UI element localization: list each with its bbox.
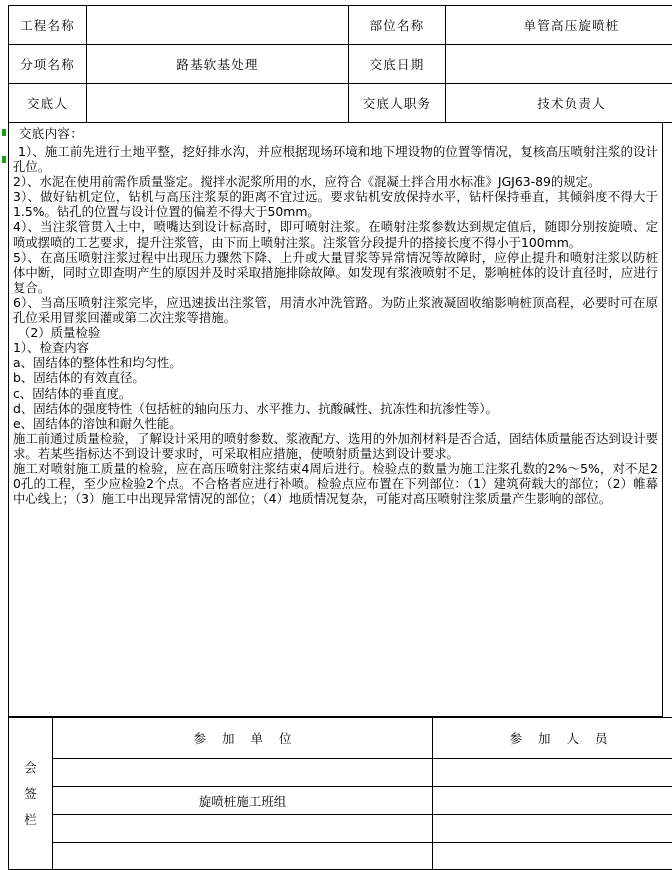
content-paragraph: a、固结体的整体性和均匀性。 xyxy=(13,355,658,370)
content-paragraph: 3）、做好钻机定位，钻机与高压注浆泵的距离不宜过远。要求钻机安放保持水平，钻杆保持垂直，其倾斜度不得大于1.5%。钻孔的位置与设计位置的偏差不得大于50mm。 xyxy=(13,189,658,219)
sign-unit-cell[interactable] xyxy=(53,815,433,843)
table-row xyxy=(9,45,672,84)
header-label-part-name: 部位名称 xyxy=(349,6,446,45)
content-paragraph: e、固结体的溶蚀和耐久性能。 xyxy=(13,416,658,431)
content-paragraph: c、固结体的垂直度。 xyxy=(13,386,658,401)
sign-label-char: 栏 xyxy=(12,807,49,833)
column-header-participating-unit: 参 加 单 位 xyxy=(53,718,433,759)
header-value-subitem-name[interactable]: 路基软基处理 xyxy=(87,45,349,84)
header-label-presenter: 交底人 xyxy=(9,84,87,123)
table-row xyxy=(9,787,672,815)
header-label-presenter-title: 交底人职务 xyxy=(349,84,446,123)
header-label-project-name: 工程名称 xyxy=(9,6,87,45)
header-label-disclosure-date: 交底日期 xyxy=(349,45,446,84)
table-row xyxy=(9,759,672,787)
content-paragraph: 2）、水泥在使用前需作质量鉴定。搅拌水泥浆所用的水，应符合《混凝土拌合用水标准》JGJ63-89的规定。 xyxy=(13,174,658,189)
content-paragraph: （2）质量检验 xyxy=(13,325,658,340)
table-row xyxy=(9,718,672,759)
content-title: 交底内容： xyxy=(13,126,658,141)
content-paragraph: 1）、施工前先进行土地平整，挖好排水沟，并应根据现场环境和地下埋设物的位置等情况，复核高压喷射注浆的设计孔位。 xyxy=(13,144,658,174)
sign-unit-cell[interactable] xyxy=(53,843,433,870)
table-row xyxy=(9,84,672,123)
content-paragraph: d、固结体的强度特性（包括桩的轴向压力、水平推力、抗酸碱性、抗冻性和抗渗性等）。 xyxy=(13,401,658,416)
signature-table xyxy=(8,717,672,870)
header-label-subitem-name: 分项名称 xyxy=(9,45,87,84)
editor-cursor-marker xyxy=(2,129,6,136)
sign-unit-cell[interactable]: 旋喷桩施工班组 xyxy=(53,787,433,815)
table-row xyxy=(9,843,672,870)
sign-person-cell[interactable] xyxy=(433,759,672,787)
content-paragraph: 5）、在高压喷射注浆过程中出现压力骤然下降、上升或大量冒浆等异常情况等故障时，应停止提升和喷射注浆以防桩体中断，同时立即查明产生的原因并及时采取措施排除故障。如发现有浆液喷射不足，影响桩体的设计直径时，应进行复合。 xyxy=(13,250,658,295)
sign-label-char: 签 xyxy=(12,781,49,807)
sign-person-cell[interactable] xyxy=(433,787,672,815)
content-paragraph: 施工对喷射施工质量的检验，应在高压喷射注浆结束4周后进行。检验点的数量为施工注浆孔数的2%～5%，对不足20孔的工程，至少应检验2个点。不合格者应进行补喷。检验点应布置在下列部位：（1）建筑荷载大的部位；（2）帷幕中心线上；（3）施工中出现异常情况的部位；（4）地质情况复杂，可能对高压喷射注浆质量产生影响的部位。 xyxy=(13,461,658,506)
editor-cursor-marker xyxy=(2,156,6,163)
content-paragraph: 1）、检查内容 xyxy=(13,340,658,355)
sign-label-char: 会 xyxy=(12,755,49,781)
content-paragraph: 4）、当注浆管贯入土中，喷嘴达到设计标高时，即可喷射注浆。在喷射注浆参数达到规定值后，随即分别按旋喷、定喷或摆喷的工艺要求，提升注浆管，由下而上喷射注浆。注浆管分段提升的搭接长度不得小于100mm。 xyxy=(13,219,658,249)
header-value-presenter[interactable] xyxy=(87,84,349,123)
header-value-disclosure-date[interactable] xyxy=(446,45,672,84)
sign-person-cell[interactable] xyxy=(433,815,672,843)
sign-column-label xyxy=(9,718,53,870)
table-row xyxy=(9,815,672,843)
header-value-presenter-title[interactable]: 技术负责人 xyxy=(446,84,672,123)
disclosure-content-box[interactable] xyxy=(8,123,663,717)
header-table xyxy=(8,5,672,123)
header-value-project-name[interactable] xyxy=(87,6,349,45)
header-value-part-name[interactable]: 单管高压旋喷桩 xyxy=(446,6,672,45)
content-body xyxy=(13,144,658,506)
content-paragraph: b、固结体的有效直径。 xyxy=(13,370,658,385)
sign-person-cell[interactable] xyxy=(433,843,672,870)
table-row xyxy=(9,6,672,45)
content-paragraph: 施工前通过质量检验，了解设计采用的喷射参数、浆液配方、选用的外加剂材料是否合适，固结体质量能否达到设计要求。若某些指标达不到设计要求时，可采取相应措施，使喷射质量达到设计要求。 xyxy=(13,431,658,461)
form-page xyxy=(8,5,663,870)
column-header-participating-person: 参 加 人 员 xyxy=(433,718,672,759)
content-paragraph: 6）、当高压喷射注浆完毕，应迅速拔出注浆管，用清水冲洗管路。为防止浆液凝固收缩影响桩顶高程，必要时可在原孔位采用冒浆回灌或第二次注浆等措施。 xyxy=(13,295,658,325)
sign-unit-cell[interactable] xyxy=(53,759,433,787)
